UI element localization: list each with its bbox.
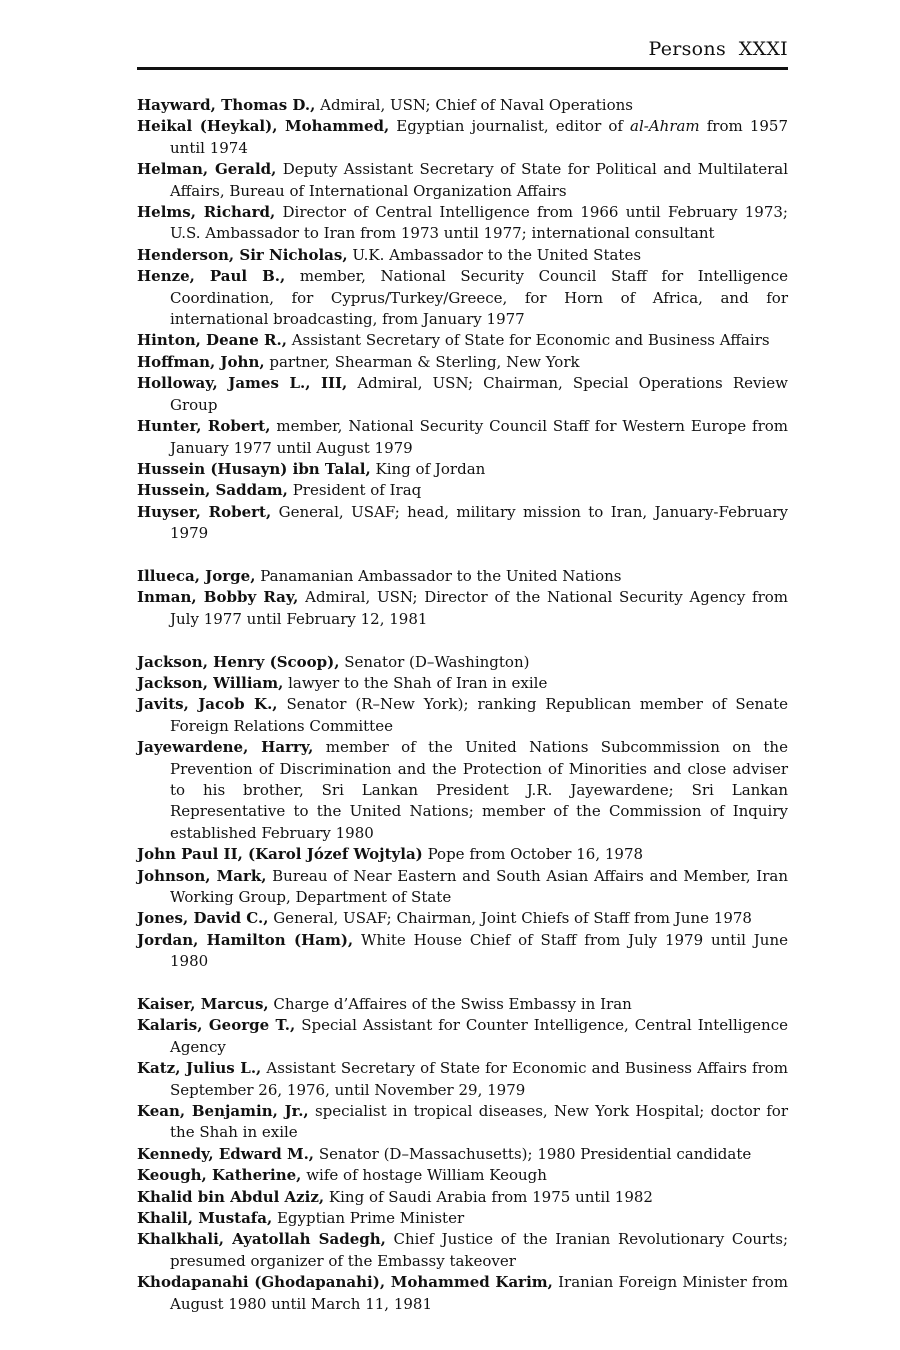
person-entry xyxy=(137,116,788,159)
person-entry xyxy=(137,866,788,909)
person-description: Admiral, USN; Chairman, Special Operations Review Group xyxy=(170,374,788,414)
person-entry xyxy=(137,330,788,351)
person-entry xyxy=(137,352,788,373)
person-entry xyxy=(137,694,788,737)
person-entry xyxy=(137,459,788,480)
person-name: Henderson, Sir Nicholas, xyxy=(137,245,348,264)
person-name: Kaiser, Marcus, xyxy=(137,995,269,1014)
person-description: Pope from October 16, 1978 xyxy=(427,845,644,864)
person-name: Heikal (Heykal), Mohammed, xyxy=(137,117,390,136)
person-name: Helman, Gerald, xyxy=(137,160,277,179)
person-entry xyxy=(137,844,788,865)
person-entry xyxy=(137,566,788,587)
person-entry xyxy=(137,416,788,459)
person-name: Kalaris, George T., xyxy=(137,1016,296,1035)
person-entry xyxy=(137,673,788,694)
person-entry xyxy=(137,652,788,673)
person-entry xyxy=(137,1272,788,1315)
letter-group-j xyxy=(137,652,788,973)
person-name: Henze, Paul B., xyxy=(137,267,286,286)
person-entry xyxy=(137,1015,788,1058)
person-entry xyxy=(137,1165,788,1186)
person-description: member of the United Nations Subcommission on the Prevention of Discrimination and the Protection of Minorities and close adviser to his brother, Sri Lankan President J.R. Jayewardene; Sri Lankan Representative to the United Nations; member of the Commission of Inquiry established February 1980 xyxy=(170,738,788,842)
letter-group-k xyxy=(137,994,788,1315)
person-entry xyxy=(137,95,788,116)
person-entry xyxy=(137,202,788,245)
person-description: Egyptian Prime Minister xyxy=(276,1209,465,1228)
person-name: Hussein, Saddam, xyxy=(137,481,288,500)
person-name: Khalkhali, Ayatollah Sadegh, xyxy=(137,1230,386,1249)
person-description: Assistant Secretary of State for Economic and Business Affairs xyxy=(291,331,770,350)
person-name: John Paul II, (Karol Józef Wojtyla) xyxy=(137,845,423,864)
person-entry xyxy=(137,159,788,202)
person-entry xyxy=(137,994,788,1015)
person-name: Hayward, Thomas D., xyxy=(137,96,316,114)
person-description: General, USAF; Chairman, Joint Chiefs of Staff from June 1978 xyxy=(273,909,752,928)
person-description: Egyptian journalist, editor of xyxy=(396,117,623,136)
person-name: Holloway, James L., III, xyxy=(137,374,348,393)
person-description: U.K. Ambassador to the United States xyxy=(352,245,642,264)
person-description: General, USAF; head, military mission to Iran, January-February 1979 xyxy=(170,502,788,543)
person-description: Senator (R–New York); ranking Republican member of Senate Foreign Relations Committee xyxy=(170,695,788,735)
person-name: Hinton, Deane R., xyxy=(137,331,287,350)
person-name: Huyser, Robert, xyxy=(137,502,272,521)
person-name: Johnson, Mark, xyxy=(137,866,267,885)
person-name: Kennedy, Edward M., xyxy=(137,1144,315,1163)
person-name: Jackson, Henry (Scoop), xyxy=(137,652,340,671)
person-description: wife of hostage William Keough xyxy=(306,1166,547,1185)
header-rule xyxy=(137,67,788,70)
person-description: Bureau of Near Eastern and South Asian Affairs and Member, Iran Working Group, Department of State xyxy=(170,866,788,906)
person-name: Jackson, William, xyxy=(137,673,284,692)
person-description: member, National Security Council Staff for Intelligence Coordination, for Cyprus/Turkey/Greece, for Horn of Africa, and for international broadcasting, from January 1977 xyxy=(170,267,789,329)
person-name: Khalid bin Abdul Aziz, xyxy=(137,1187,325,1206)
person-description: Assistant Secretary of State for Economic and Business Affairs from September 26, 1976, until November 29, 1979 xyxy=(170,1059,788,1099)
person-description: Charge d’Affaires of the Swiss Embassy in Iran xyxy=(273,995,632,1014)
publication-title: al-Ahram xyxy=(630,117,700,136)
section-title: Persons xyxy=(648,38,727,60)
person-description: specialist in tropical diseases, New York Hospital; doctor for the Shah in exile xyxy=(170,1102,788,1142)
person-description: member, National Security Council Staff for Western Europe from January 1977 until August 1979 xyxy=(170,417,788,457)
person-description: lawyer to the Shah of Iran in exile xyxy=(288,673,548,692)
person-description: Chief Justice of the Iranian Revolutionary Courts; presumed organizer of the Embassy takeover xyxy=(170,1230,788,1270)
person-entry xyxy=(137,245,788,266)
person-name: Katz, Julius L., xyxy=(137,1059,262,1078)
person-entry xyxy=(137,737,788,844)
person-name: Javits, Jacob K., xyxy=(137,695,278,714)
person-entry xyxy=(137,587,788,630)
person-name: Jayewardene, Harry, xyxy=(137,738,314,757)
person-name: Helms, Richard, xyxy=(137,203,276,222)
person-entry xyxy=(137,1229,788,1272)
person-entry xyxy=(137,1144,788,1165)
letter-group-h xyxy=(137,95,788,545)
person-name: Kean, Benjamin, Jr., xyxy=(137,1102,309,1121)
person-name: Hussein (Husayn) ibn Talal, xyxy=(137,459,371,478)
person-description: Admiral, USN; Chief of Naval Operations xyxy=(320,96,633,114)
person-entry xyxy=(137,502,788,545)
person-name: Khalil, Mustafa, xyxy=(137,1209,273,1228)
person-entry xyxy=(137,1187,788,1208)
person-description: King of Jordan xyxy=(375,459,486,478)
person-description: Senator (D–Washington) xyxy=(344,652,530,671)
person-name: Hunter, Robert, xyxy=(137,417,271,436)
running-header xyxy=(137,38,788,60)
person-name: Inman, Bobby Ray, xyxy=(137,588,299,607)
person-description: Deputy Assistant Secretary of State for Political and Multilateral Affairs, Bureau of International Organization Affairs xyxy=(170,160,788,200)
person-description: King of Saudi Arabia from 1975 until 1982 xyxy=(328,1187,653,1206)
persons-list xyxy=(137,95,788,1315)
person-name: Illueca, Jorge, xyxy=(137,566,256,585)
person-entry xyxy=(137,1058,788,1101)
person-name: Jordan, Hamilton (Ham), xyxy=(137,930,354,949)
person-description: Special Assistant for Counter Intelligence, Central Intelligence Agency xyxy=(170,1016,788,1056)
person-entry xyxy=(137,1208,788,1229)
person-description: Senator (D–Massachusetts); 1980 Presidential candidate xyxy=(318,1144,752,1163)
person-description: President of Iraq xyxy=(292,481,422,500)
letter-group-i xyxy=(137,566,788,630)
person-entry xyxy=(137,480,788,501)
page-number: XXXI xyxy=(738,38,788,60)
person-name: Khodapanahi (Ghodapanahi), Mohammed Karim, xyxy=(137,1273,553,1292)
person-description: Iranian Foreign Minister from August 1980 until March 11, 1981 xyxy=(170,1273,788,1313)
person-entry xyxy=(137,373,788,416)
person-name: Jones, David C., xyxy=(137,909,269,928)
person-entry xyxy=(137,266,788,330)
person-entry xyxy=(137,908,788,929)
person-entry xyxy=(137,930,788,973)
person-name: Keough, Katherine, xyxy=(137,1166,302,1185)
person-description: Panamanian Ambassador to the United Nations xyxy=(260,566,622,585)
person-description: Admiral, USN; Director of the National Security Agency from July 1977 until February 12, 1981 xyxy=(170,588,788,628)
person-description: from 1957 until 1974 xyxy=(170,117,788,157)
person-description: Director of Central Intelligence from 1966 until February 1973; U.S. Ambassador to Iran from 1973 until 1977; international consultant xyxy=(170,203,788,243)
person-name: Hoffman, John, xyxy=(137,352,265,371)
person-description: partner, Shearman & Sterling, New York xyxy=(269,352,580,371)
person-entry xyxy=(137,1101,788,1144)
person-description: White House Chief of Staff from July 1979 until June 1980 xyxy=(170,930,789,971)
